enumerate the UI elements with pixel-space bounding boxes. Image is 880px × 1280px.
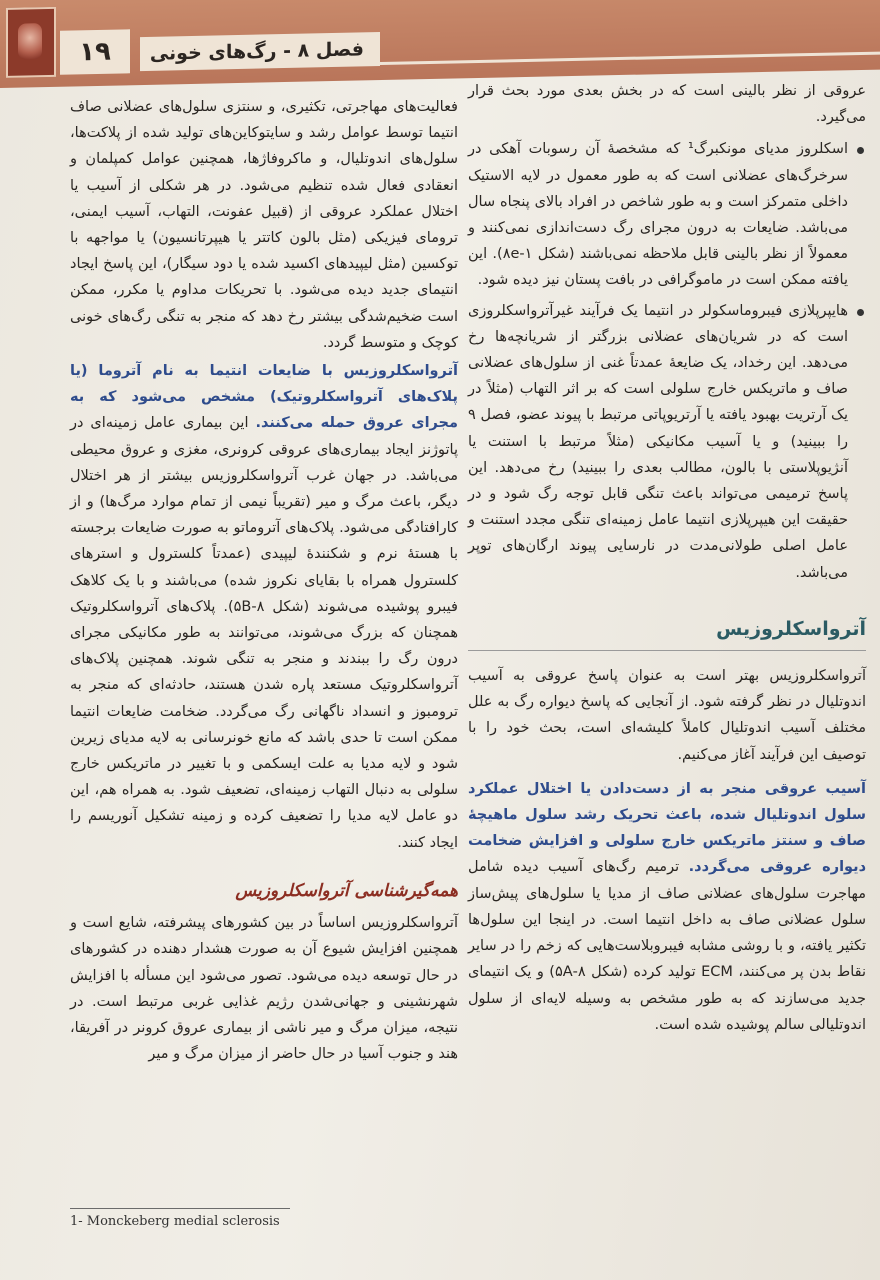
- left-column: [70, 94, 458, 1067]
- right-column: [468, 78, 866, 1038]
- subsection-title-epidemiology: همه‌گیرشناسی آترواسکلروزیس: [235, 880, 458, 901]
- chapter-thumbnail-image: [6, 7, 56, 78]
- bullet-monckeberg: اسکلروز مدیای مونکبرگ¹ که مشخصهٔ آن رسوبات آهکی در سرخرگ‌های عضلانی است که به طور معمول در لایه الاستیک داخلی متمرکز است و به طور شاخص در افراد بالای پنجاه سال می‌باشد. ضایعات به درون مجرای رگ دست‌اندازی نمی‌کنند و معمولاً از نظر بالینی قابل ملاحظه نمی‌باشند (شکل ۸e-۱). این یافته ممکن است در ماموگرافی در بافت پستان نیز دیده شود.: [468, 136, 866, 293]
- page-header: [0, 0, 880, 88]
- intro-paragraph: عروقی از نظر بالینی است که در بخش بعدی مورد بحث قرار می‌گیرد.: [468, 83, 866, 126]
- bullet-fibromuscular-hyperplasia: هایپرپلازی فیبروماسکولر در انتیما یک فرآیند غیرآترواسکلروزی است که در شریان‌های عضلانی بزرگتر از شریانچه‌ها رخ می‌دهد. این رخداد، یک ضایعهٔ عمدتاً غنی از سلول‌های عضلانی صاف و ماتریکس خارج سلولی است که بر اثر التهاب (مثلاً در یک آرتریت بهبود یافته یا آرتریوپاتی مرتبط با پیوند عضو، فصل ۹ را ببینید) و یا آسیب مکانیکی (مثلاً مرتبط با استنت یا آنژیوپلاستی با بالون، مطالب بعدی را ببینید) رخ می‌دهد. این پاسخ ترمیمی می‌تواند باعث تنگی قابل توجه رگ شود و در حقیقت این هیپرپلازی انتیما عامل زمینه‌ای تنگی مجدد استنت و عامل اصلی طولانی‌مدت در نارسایی پیوند ارگان‌های توپر می‌باشد.: [468, 298, 866, 586]
- epidemiology-paragraph: آترواسکلروزیس اساساً در بین کشورهای پیشرفته، شایع است و همچنین افزایش شیوع آن به صورت هشدار دهنده در کشورهای در حال توسعه دیده می‌شود. تصور می‌شود این مسأله با افزایش شهرنشینی و جهانی‌شدن رژیم غذایی غربی مرتبط است. در نتیجه، میزان مرگ و میر ناشی از بیماری عروق کرونر در آفریقا، هند و جنوب آسیا در حال حاضر از میزان مرگ و میر: [70, 915, 458, 1063]
- page-number: ۱۹: [60, 29, 130, 74]
- footnote: 1- Monckeberg medial sclerosis: [70, 1214, 280, 1229]
- section-title-atherosclerosis: آترواسکلروزیس: [716, 617, 866, 640]
- header-rule: [380, 52, 880, 65]
- chapter-title: فصل ۸ - رگ‌های خونی: [140, 32, 380, 71]
- atheroma-paragraph: [70, 358, 458, 856]
- section-rule: [468, 650, 866, 651]
- atheroma-highlight: آترواسکلروزیس با ضایعات انتیما به نام آتروما (یا پلاک‌های آترواسکلروتیک) مشخص می‌شود که به مجرای عروق حمله می‌کنند.: [70, 363, 458, 432]
- vascular-injury-text: ترمیم رگ‌های آسیب دیده شامل مهاجرت سلول‌های عضلانی صاف از مدیا یا سلول‌های پیش‌ساز سلول عضلانی صاف به داخل انتیما است. در اینجا این سلول‌ها تکثیر یافته، و با روشی مشابه فیبروبلاست‌هایی که زخم را در سایر نقاط بدن پر می‌کنند، ECM تولید کرده (شکل ۸-۵A) و یک انتیمای جدید می‌سازند که به طور مشخص به وسیله لایه‌ای از سلول اندوتلیالی سالم پوشیده شده است.: [468, 859, 867, 1033]
- footnote-rule: [70, 1208, 290, 1209]
- vascular-injury-paragraph: [468, 776, 866, 1038]
- atherosclerosis-paragraph: آترواسکلروزیس بهتر است به عنوان پاسخ عروقی به آسیب اندوتلیال در نظر گرفته شود. از آنجایی که پاسخ دیواره رگ به علل مختلف آسیب اندوتلیال کاملاً کلیشه‌ای است، بحث خود را با توصیف این فرآیند آغاز می‌کنیم.: [468, 668, 866, 763]
- atheroma-text: این بیماری عامل زمینه‌ای در پاتوژنز ایجاد بیماری‌های عروقی کرونری، مغزی و عروق محیطی می‌باشد. در جهان غرب آترواسکلروزیس بیشتر از هر اختلال دیگر، باعث مرگ و میر (تقریباً نیمی از تمام موارد مرگ‌ها) و از کارافتادگی می‌شود. پلاک‌های آتروماتو به صورت ضایعات برجسته با هستهٔ نرم و شکنندهٔ لیپیدی (عمدتاً کلسترول و استرهای کلسترول همراه با بقایای نکروز شده) می‌باشند و با یک کلاهک فیبرو پوشیده می‌شوند (شکل ۸-۵B). پلاک‌های آترواسکلروتیک همچنان که بزرگ می‌شوند، می‌توانند به طور مکانیکی مجرای درون رگ را ببندند و منجر به تنگی شوند. همچنین پلاک‌های آترواسکلروتیک مستعد پاره شدن هستند، حادثه‌ای که منجر به ترومبوز و انسداد ناگهانی رگ می‌گردد. ضخامت ضایعات انتیما ممکن است تا حدی باشد که مانع خونرسانی به لایه مدیای زیرین شود و لایه مدیا به علت ایسکمی و با تغییر در ماتریکس خارج سلولی به دنبال التهاب زمینه‌ای، تضعیف شود. به همراه هم، این دو عامل لایه مدیا را تضعیف کرده و زمینه تشکیل آنوریسم را ایجاد کنند.: [70, 415, 458, 851]
- vascular-injury-highlight: آسیب عروقی منجر به از دست‌دادن یا اختلال عملکرد سلول اندوتلیال شده، باعث تحریک رشد سلول ماهیچهٔ صاف و سنتز ماتریکس خارج سلولی و افزایش ضخامت دیواره عروقی می‌گردد.: [468, 780, 867, 876]
- intimal-activity-paragraph: فعالیت‌های مهاجرتی، تکثیری، و سنتزی سلول‌های عضلانی صاف انتیما توسط عوامل رشد و سایتوکاین‌های تولید شده از پلاکت‌ها، سلول‌های اندوتلیال، و ماکروفاژها، همچنین عوامل کمپلمان و انعقادی فعال شده تنظیم می‌شود. در هر شکلی از آسیب یا اختلال عملکرد عروقی از (قبیل عفونت، التهاب، آسیب ایمنی، ترومای فیزیکی (مثل بالون کاتتر یا هیپرتانسیون) یا مواجهه با توکسین (مثل لیپیدهای اکسید شده یا دود سیگار)، این پاسخ ایجاد انتیمای جدید دیده می‌شود. با تحریکات مداوم یا مکرر، ممکن است ضخیم‌شدگی بیشتر رخ دهد که منجر به تنگی رگ‌های خونی کوچک و متوسط گردد.: [70, 99, 458, 351]
